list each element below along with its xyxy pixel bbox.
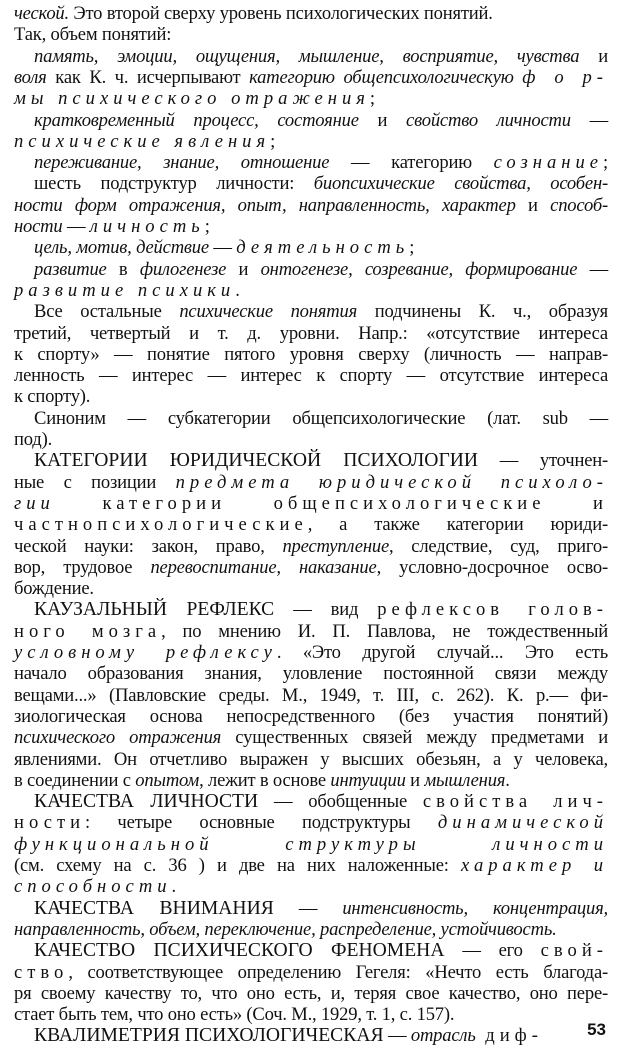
text-line [34,940,608,962]
text-run: кратковременный процесс, состояние [34,109,359,131]
text-run: : четыре основные подструктуры [85,812,438,834]
text-line [14,536,608,558]
text-run: Синоним — субкатегории общепсихологические (лат. sub — [34,407,608,429]
text-run: интуиции [330,769,406,791]
text-line [14,727,608,749]
text-line [14,344,608,366]
text-run: ного мозга [14,620,162,642]
text-run: рефлексов голов- [377,599,608,621]
text-run: переживание, знание, отношение [34,152,330,174]
text-run: цель, мотив, действие [34,237,209,259]
text-run: психические понятия [179,301,358,323]
text-run: под). [14,429,53,450]
text-line [34,1025,608,1047]
text-run: начало образования знания, уловление постоянной связи между [14,663,608,685]
text-line [14,493,608,515]
text-run: — обобщенные [258,791,423,813]
text-run: мышления [424,769,506,791]
text-run: Так, объем понятий: [14,24,172,46]
entry-headword: КАЧЕСТВО ПСИХИЧЕСКОГО ФЕНОМЕНА [34,940,445,962]
text-run: Это второй сверху уровень психологических понятий. [68,3,493,24]
text-run: — [383,1025,411,1047]
text-run: ности [14,812,86,834]
text-run: , а также категории юриди- [307,514,608,536]
text-line [34,46,608,68]
text-run: и [358,109,407,131]
text-line [14,685,608,707]
text-run: явлениями. Он отчетливо выражен у высших обезьян, а у человека, [14,748,608,770]
text-run: и [579,45,608,67]
text-line [14,24,608,46]
text-run: существенных связей между предметами и [221,727,608,749]
text-run: свой- [540,940,608,962]
text-run: , условно-досрочное осво- [376,556,609,578]
text-run: стает быть тем, что оно есть» (Соч. М., 1929, т. 1, с. 157). [14,1004,455,1026]
text-line [34,259,608,281]
text-run: и [226,258,261,280]
text-run: , по мнению И. П. Павлова, не тождественный [161,620,608,642]
text-run: . [505,769,510,791]
text-line [14,749,608,771]
text-line [14,1004,608,1026]
text-run: — категорию [329,152,494,174]
text-run: категорию общепсихологическую [249,66,523,88]
text-line [14,578,608,600]
text-line [14,855,608,877]
text-line [34,791,608,813]
text-run: — [577,258,608,280]
text-run: личность [89,216,205,237]
text-run: ные с позиции [14,471,176,493]
text-line [34,237,608,259]
text-run: ; [603,152,608,174]
text-run: ; [409,237,415,259]
text-line [14,386,608,408]
text-run: динамической [437,812,608,834]
text-run: к спорту). [14,386,91,408]
text-run: подчинены К. ч., образуя [357,301,608,323]
text-run: — [62,216,90,237]
text-line [14,621,608,643]
text-run: как К. ч. исчерпывают [46,66,250,88]
text-run: воля [14,66,47,88]
text-line [34,110,608,132]
text-line [14,280,608,302]
text-run: свойство личности [406,109,571,131]
text-run: способ- [550,194,608,216]
entry-headword: КАТЕГОРИИ ЮРИДИЧЕСКОЙ ПСИХОЛОГИИ [34,450,479,472]
text-run: бождение. [14,578,94,600]
entry-headword: КАЧЕСТВА ЛИЧНОСТИ [34,791,259,813]
text-run: ; [369,88,375,110]
text-run: мы психического отражения [14,88,370,110]
text-run: функциональной структуры личности [14,833,608,855]
text-run: , следствие, суд, приго- [389,535,608,557]
text-run: . [171,876,176,898]
text-run: , соответствующее определению Гегеля: «Нечто есть благода- [68,961,608,983]
text-run: преступление [282,535,390,557]
text-line [14,365,608,387]
text-run: и [515,194,551,216]
text-run: развитие [34,258,107,280]
text-run: ности форм отражения, опыт, направленность, характер [14,194,516,216]
entry-headword: КАУЗАЛЬНЫЙ РЕФЛЕКС [34,599,275,621]
text-run: ство [14,961,69,983]
text-line [14,131,608,153]
text-run: и [405,769,425,791]
text-run: биопсихические свойства, особен- [313,173,608,195]
text-run: в соединении с [14,769,136,791]
text-run: Все остальные [34,301,180,323]
text-line [14,557,608,579]
text-run: развитие психики [14,279,236,301]
text-line [14,88,608,110]
text-run: (см. схему на с. 36 ) и две на них наложенные: [14,855,461,876]
text-run: . «Это другой случай... Это есть [276,642,608,663]
text-run: ф о р- [522,66,608,88]
text-run: психического отражения [14,727,222,749]
text-line [34,898,608,920]
text-run: сознание [493,152,604,174]
text-line [34,301,608,323]
text-run: онтогенезе, созревание, формирование [260,258,578,280]
text-run: диф- [475,1025,543,1047]
text-run: способности [14,876,172,898]
text-run: — [208,237,237,259]
text-line [34,408,608,430]
text-run: вещами...» (Павловские среды. М., 1949, т. III, с. 262). К. р.— фи- [14,684,608,706]
text-line [14,642,608,664]
text-line [14,514,608,536]
text-run: перевоспитание, наказание [150,556,377,578]
text-run: отрасль [410,1025,476,1047]
text-line [14,919,608,941]
text-run: — [273,897,343,919]
text-run: ческой науки: закон, право, [14,535,283,557]
text-run: психические явления [14,130,271,152]
text-run: категории общепсихологические и [54,492,608,514]
entry-headword: КВАЛИМЕТРИЯ ПСИХОЛОГИЧЕСКАЯ [34,1025,384,1047]
text-line [14,770,608,792]
text-line [14,429,608,451]
text-run: — вид [274,599,378,621]
text-run: к спорту» — понятие пятого уровня сверху (личность — направ- [14,343,608,365]
text-line [14,216,608,238]
text-line [34,173,608,195]
entry-headword: КАЧЕСТВА ВНИМАНИЯ [34,897,274,919]
text-run: в [106,258,140,280]
text-run: филогенезе [139,258,227,280]
text-run: зиологическая основа непосредственного (без участия понятий) [14,705,608,727]
text-line [34,599,608,621]
page-number: 53 [587,1020,606,1039]
text-line [14,876,608,898]
text-run: , лежит в основе [199,769,331,791]
text-line [14,3,608,25]
text-line [14,323,608,345]
text-run: ря своему качеству то, что оно есть, и, теряя свое качество, оно пере- [14,982,608,1004]
text-run: третий, четвертый и т. д. уровни. Напр.: «отсутствие интереса [14,322,608,344]
text-run: свойства лич- [422,791,608,813]
text-run: — уточнен- [478,450,608,472]
text-run: частнопсихологические [14,514,308,536]
text-run: предмета юридической психоло- [175,471,608,493]
text-run: гии [14,492,55,514]
text-line [14,983,608,1005]
text-run: условному рефлексу [14,642,277,663]
text-line [34,152,608,174]
text-line [14,812,608,834]
text-line [14,834,608,856]
text-run: — его [444,940,541,962]
text-run: характер и [460,855,608,876]
text-line [14,67,608,89]
text-run: — [570,109,609,131]
text-run: опытом [135,769,200,791]
text-run: ленность — интерес — интерес к спорту — отсутствие интереса [14,365,608,387]
text-run: направленность, объем, переключение, распределение, устойчивость. [14,918,557,940]
text-run: ; [204,216,210,237]
text-run: ческой. [14,3,69,24]
text-run: шесть подструктур личности: [34,173,314,195]
text-run: вор, трудовое [14,556,151,578]
text-line [34,450,608,472]
text-line [14,706,608,728]
text-line [14,663,608,685]
text-line [14,195,608,217]
text-run: ; [270,130,276,152]
text-line [14,962,608,984]
text-run: ности [14,216,63,237]
text-run: деятельность [236,237,410,259]
text-line [14,472,608,494]
text-run: . [235,279,240,301]
text-run: память, эмоции, ощущения, мышление, восприятие, чувства [34,45,580,67]
text-run: интенсивность, концентрация, [342,897,609,919]
